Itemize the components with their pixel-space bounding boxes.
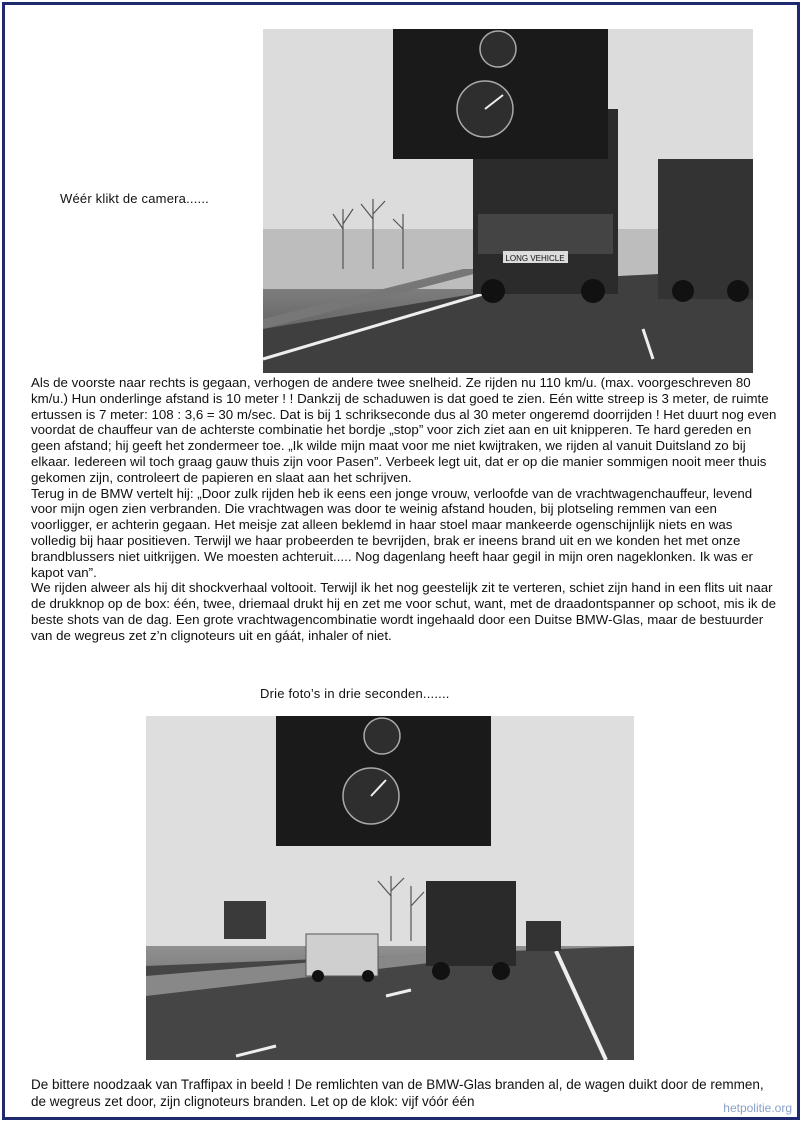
truck-plate-text: LONG VEHICLE [505, 254, 565, 263]
watermark: hetpolitie.org [719, 1100, 796, 1116]
top-photo [263, 29, 753, 373]
middle-caption: Drie foto’s in drie seconden....... [260, 686, 450, 701]
bottom-photo [146, 716, 634, 1060]
paragraph: We rijden alweer als hij dit shockverhaal voltooit. Terwijl ik het nog geestelijk zit te verteren, schiet zijn hand in een flits uit naar de drukknop op de box: één, twee, driemaal drukt hij en zet me voor schut, want, met de draadontspanner op schoot, mis ik de beste shots van de dag. Een grote vrachtwagencombinatie wordt ingehaald door een Duitse BMW-Glas, maar de bestuurder van de wegreus zet z’n clignoteurs uit en gáát, inhaler of niet. [31, 580, 777, 643]
bottom-caption: De bittere noodzaak van Traffipax in beeld ! De remlichten van de BMW-Glas branden al, de wagen duikt door de remmen, de wegreus zet door, zijn clignoteurs branden. Let op de klok: vijf vóór één [31, 1077, 764, 1109]
paragraph: Terug in de BMW vertelt hij: „Door zulk rijden heb ik eens een jonge vrouw, verloofde van de vrachtwagenchauffeur, levend voor mijn ogen zien verbranden. Die vrachtwagen was door te weinig afstand houden, bij plotseling remmen van een voorligger, er achterin gegaan. Het meisje zat alleen beklemd in haar stoel maar mankeerde ogenschijnlijk niets en was volledig bij haar positieven. Terwijl we haar probeerden te bevrijden, brak er ineens brand uit en we konden het met onze brandblussers niet uitkrijgen. We moesten achteruit..... Nog dagenlang heeft haar gegil in mijn oren nageklonken. Ik was er kapot van”. [31, 485, 753, 580]
paragraph: Als de voorste naar rechts is gegaan, verhogen de andere twee snelheid. Ze rijden nu 110 km/u. (max. voorgeschreven 80 km/u.) Hun onderlinge afstand is 10 meter ! ! Dankzij de schaduwen is dat goed te zien. Eén witte streep is 3 meter, de ruimte ertussen is 7 meter: 108 : 3,6 = 30 m/sec. Dat is bij 1 schrikseconde dus al 30 meter ongeremd doorrijden ! Het duurt nog even voordat de chauffeur van de achterste combinatie het bordje „stop” voor zich ziet aan en uit knipperen. Te hard gereden en geen afstand; hij geeft het zondermeer toe. „Ik wilde mijn maat voor me niet kwijtraken, we rijden al vanuit Duitsland zo bij elkaar. Iedereen wil toch graag gauw thuis zijn voor Pasen”. Verbeek legt uit, dat er op die manier sommigen nooit meer thuis gekomen zijn, controleert de papieren en slaat aan het schrijven. [31, 375, 777, 485]
top-caption: Wéér klikt de camera...... [60, 191, 209, 206]
article-body [31, 375, 781, 644]
clock-dial-icon [480, 31, 516, 67]
clock-dial-icon [364, 718, 400, 754]
